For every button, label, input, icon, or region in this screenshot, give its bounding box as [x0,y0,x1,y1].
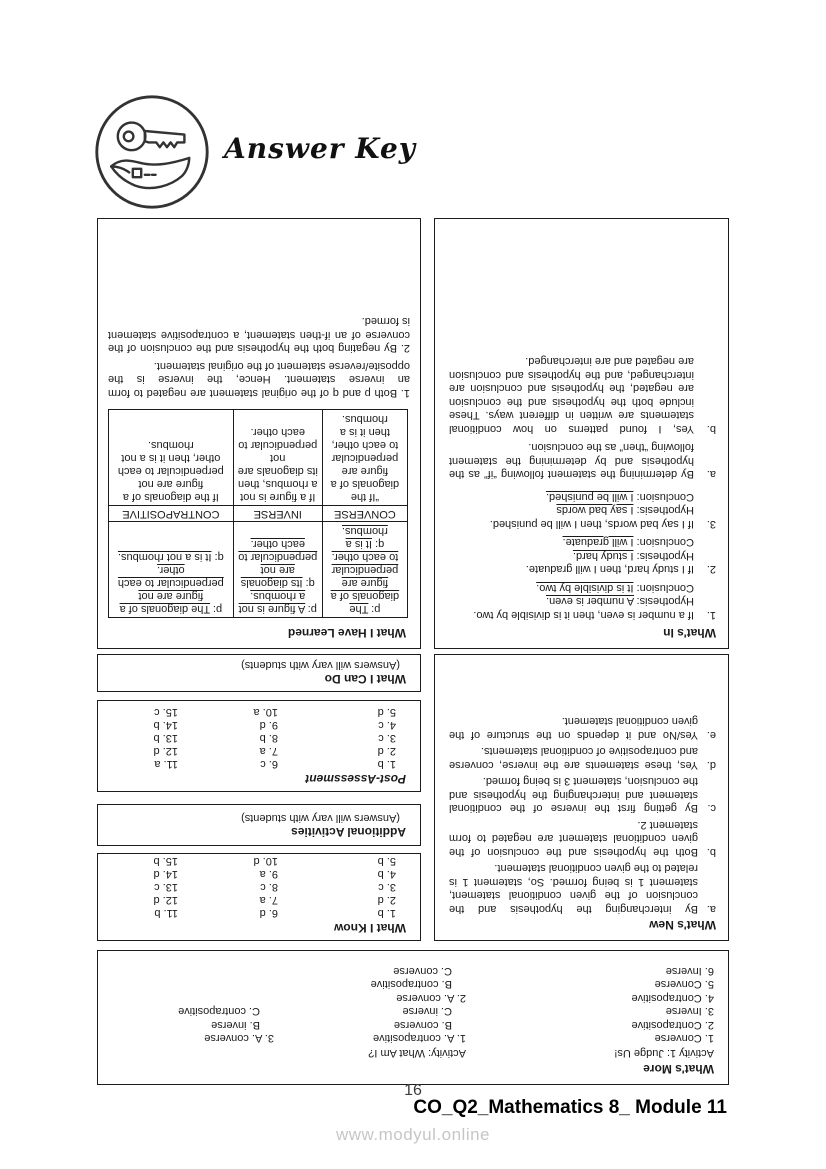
column-header: CONTRAPOSITIVE [109,506,234,522]
statement: If I study hard, then I will graduate. [525,563,694,576]
section-title: What's New [649,918,716,932]
lettered-item: b. Yes, I found patterns on how conditional statements are written in different ways. These include both the hypothesis and the conclusion are negated, the hypothesis and conclusion are interchanged, and the hypothesis and conclusion are negated and are interchanged. [449,355,716,435]
answer-item: 5. d [377,706,396,718]
section-title: What I Know [334,921,406,935]
conclusion-value: It is divisible by two. [536,582,634,594]
answer-item: 9. a [259,868,278,880]
answer-item: 7. a [259,894,278,906]
answer-item: 12. d [153,894,178,906]
hypothesis-label: Hypothesis: [636,595,694,608]
answer-item: 13. c [154,881,178,893]
answer-item: 15. b [153,855,178,867]
answer-item: B. contrapositive [370,978,452,991]
section-title: What's More [643,1062,714,1076]
box-what-i-can-do [97,654,421,692]
answer-item: 4. c [378,719,396,731]
answer-item: 5. Converse [654,978,714,991]
answer-item: 3. c [378,732,396,744]
statement-row [109,410,408,506]
section-title: What I Have Learned [287,626,406,640]
answer-item: 14. b [153,719,178,731]
whats-more-grid [112,964,714,1060]
lettered-item: b. Both the hypothesis and the conclusion of the given conditional statement are negated to form statement 2. [449,819,716,858]
answer-item: 3. A. converse [204,1032,274,1045]
numbered-item: 1. If a number is even, then it is divisible by two. Hypothesis: A number is even. Conclusion: It is divisible by two. [473,582,716,621]
conclusion-label: Conclusion: [636,491,694,503]
hypothesis-value: I study hard. [572,550,634,562]
lettered-item: e. Yes/No and it depends on the structure of the given conditional statement. [449,715,716,741]
rotated-answer-content [97,218,729,1085]
pq-cell: p: The diagonals of a figure are not perpendicular to each other. q: It is a not rhombus. [109,522,234,618]
hypothesis-label: Hypothesis: [636,504,694,517]
answer-item: B. converse [393,1019,452,1031]
statement: If a number is even, then it is divisible by two. [473,609,694,621]
statement: If I say bad words, then I will be punished. [489,518,694,530]
activity1-header: Activity 1: Judge Us! [614,1047,714,1059]
answer-item: 12. d [153,745,178,757]
header-row [109,506,408,522]
answer-item: 8. c [260,881,278,893]
conclusion-value: I will graduate. [562,536,634,549]
column-header: INVERSE [233,506,322,522]
lettered-item: d. Yes, these statements are the inverse, converse and contrapositive of conditional statements. [449,745,716,771]
answer-item: 7. a [259,745,278,757]
answer-item: 10. d [253,855,278,867]
answer-item: 14. d [153,868,178,880]
answer-item: 2. Contrapositive [631,1019,714,1031]
hypothesis-label: Hypothesis: [636,550,694,562]
conclusion-label: Conclusion: [636,536,694,549]
module-label: CO_Q2_Mathematics 8_ Module 11 [413,1097,727,1118]
answer-item: B. inverse [211,1019,260,1031]
box-whats-more [97,950,729,1085]
section-title: What's In [663,626,716,640]
answer-item: 3. Inverse [665,1005,714,1018]
pq-row [109,522,408,618]
pq-cell: p: A figure is not a rhombus. q: Its diagonals are not perpendicular to each other. [233,522,322,618]
answer-item: 13. b [153,732,178,744]
box-what-i-have-learned [97,218,421,649]
answer-item: 8. b [259,732,278,744]
pq-cell: p: The diagonals of a figure are perpendicular to each other. q: It is a rhombus. [322,522,407,618]
page-title: Answer Key [224,132,417,165]
answer-item: 5. b [377,855,396,867]
converse-inverse-contrapositive-table [108,409,408,618]
answer-item: 6. c [260,758,278,770]
lettered-item: c. By getting first the inverse of the conditional statement and interchanging the hypothesis and the conclusion, statement 3 is being formed. [449,775,716,815]
conclusion-value: I will be punished. [546,491,634,503]
answer-item: C. converse [393,965,452,977]
answer-item: 1. b [377,758,396,770]
column-header: CONVERSE [322,506,407,522]
conclusion-label: Conclusion: [636,582,694,594]
learned-notes [108,314,410,399]
section-title: What I Can Do [324,672,406,686]
box-what-i-know [97,853,421,941]
answer-grid [112,854,406,919]
lettered-item: a. By interchanging the hypothesis and the conclusion of the given conditional statement, statement 1 is being formed. So, statement 1 is related to the given conditional statement. [449,862,716,915]
answer-item: 2. d [377,894,396,906]
lettered-item: a. By determining the statement following “if” as the hypothesis and by determining the statement following “then” as the conclusion. [449,441,716,481]
statement-cell: If a figure is not a rhombus, then its diagonals are not perpendicular to each other. [233,410,322,506]
answer-item: 2. A. converse [396,992,466,1004]
numbered-item: 2. If I study hard, then I will graduate. Hypothesis: I study hard. Conclusion: I will graduate. [525,536,716,576]
answer-item: 1. A. contrapositive [373,1032,466,1045]
key-in-hand-icon [92,92,212,212]
activity2-header: Activity: What Am I? [368,1047,466,1059]
answer-item: 3. c [378,881,396,893]
hypothesis-value: I say bad words [556,504,634,517]
box-whats-in [434,218,729,649]
box-whats-new [434,654,729,941]
section-title: Additional Activities [291,825,406,839]
answer-item: 15. c [154,706,178,718]
hypothesis-value: A number is even. [546,595,635,608]
answer-item: 11. a [154,758,178,770]
box-post-assessment [97,700,421,792]
page-number: 16 [404,1082,422,1099]
answer-item: 1. Converse [654,1032,714,1045]
watermark: www.modyul.online [336,1125,491,1144]
answer-item: 2. d [377,745,396,757]
note: 1. Both p and q of the original statement are negated to form an inverse statement. Hence, the inverse is the opposite/reverse statement of the original statement. [108,360,410,399]
box-additional-activities [97,804,421,846]
answer-item: 10. a [253,706,278,718]
section-title: Post-Assessment [305,772,406,786]
section-note: (Answers will vary with students) [241,812,400,824]
numbered-item: 3. If I say bad words, then I will be punished. Hypothesis: I say bad words Conclusion: I will be punished. [489,491,716,530]
answer-item: 11. b [154,907,178,919]
answer-item: 4. Contrapositive [631,992,714,1004]
answer-item: C. inverse [402,1005,452,1018]
statement-cell: “If the diagonals of a figure are perpendicular to each other, then it is a rhombus. [322,410,407,506]
answer-item: 4. b [377,868,396,880]
answer-item: 1. b [377,907,396,919]
answer-grid [112,705,406,770]
answer-item: C. contrapositive [178,1005,260,1018]
answer-item: 9. d [259,719,278,731]
section-note: (Answers will vary with students) [241,659,400,671]
statement-cell: If the diagonals of a figure are not perpendicular to each other, then it is a not rhombus. [109,410,234,506]
answer-item: 6. d [259,907,278,919]
answer-item: 6. Inverse [665,965,714,977]
note: 2. By negating both the hypothesis and the conclusion of the converse of an if-then statement, a contrapositive statement is formed. [108,315,410,355]
